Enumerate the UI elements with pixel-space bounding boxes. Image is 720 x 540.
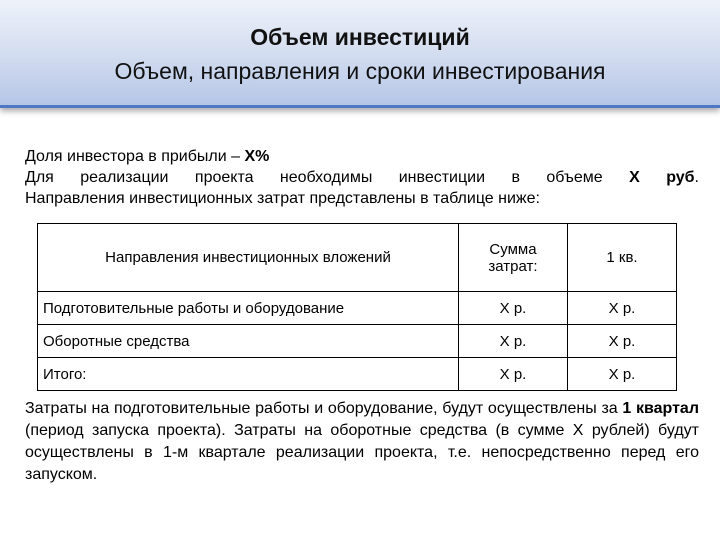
row-label: Подготовительные работы и оборудование <box>38 292 459 325</box>
outro-paragraph: Затраты на подготовительные работы и оборудование, будут осуществлены за 1 квартал (период запуска проекта). Затраты на оборотные средства (в сумме Х рублей) будут осуществлены в 1-м квартале реализации проекта, т.е. непосредственно перед его запуском. <box>25 400 699 483</box>
slide-subtitle: Объем, направления и сроки инвестирования <box>114 58 606 84</box>
investment-amount-value: Х руб <box>629 169 695 186</box>
investor-share-line: Доля инвестора в прибыли – Х% <box>25 148 270 165</box>
slide-header <box>0 0 720 108</box>
row-label: Оборотные средства <box>38 325 459 358</box>
table-header-row <box>38 224 677 292</box>
row-amount: Х р. <box>459 292 568 325</box>
table-row <box>38 292 677 325</box>
slide-title: Объем инвестиций <box>250 24 470 50</box>
investor-share-value: Х% <box>244 148 270 165</box>
row-label: Итого: <box>38 358 459 391</box>
table-caption: Направления инвестиционных затрат представлены в таблице ниже: <box>25 190 540 207</box>
investment-table <box>37 223 677 391</box>
investment-amount-line: Для реализации проекта необходимы инвестиции в объеме Х руб. <box>25 169 699 186</box>
column-header-q1: 1 кв. <box>568 224 677 292</box>
row-q1: Х р. <box>568 325 677 358</box>
outro-quarter-highlight: 1 квартал <box>622 400 699 417</box>
table-row <box>38 325 677 358</box>
row-amount: Х р. <box>459 358 568 391</box>
outro-text <box>25 398 699 486</box>
column-header-direction: Направления инвестиционных вложений <box>38 224 459 292</box>
row-q1: Х р. <box>568 358 677 391</box>
column-header-amount: Сумма затрат: <box>459 224 568 292</box>
intro-text <box>25 146 699 209</box>
table-row-total <box>38 358 677 391</box>
row-q1: Х р. <box>568 292 677 325</box>
row-amount: Х р. <box>459 325 568 358</box>
